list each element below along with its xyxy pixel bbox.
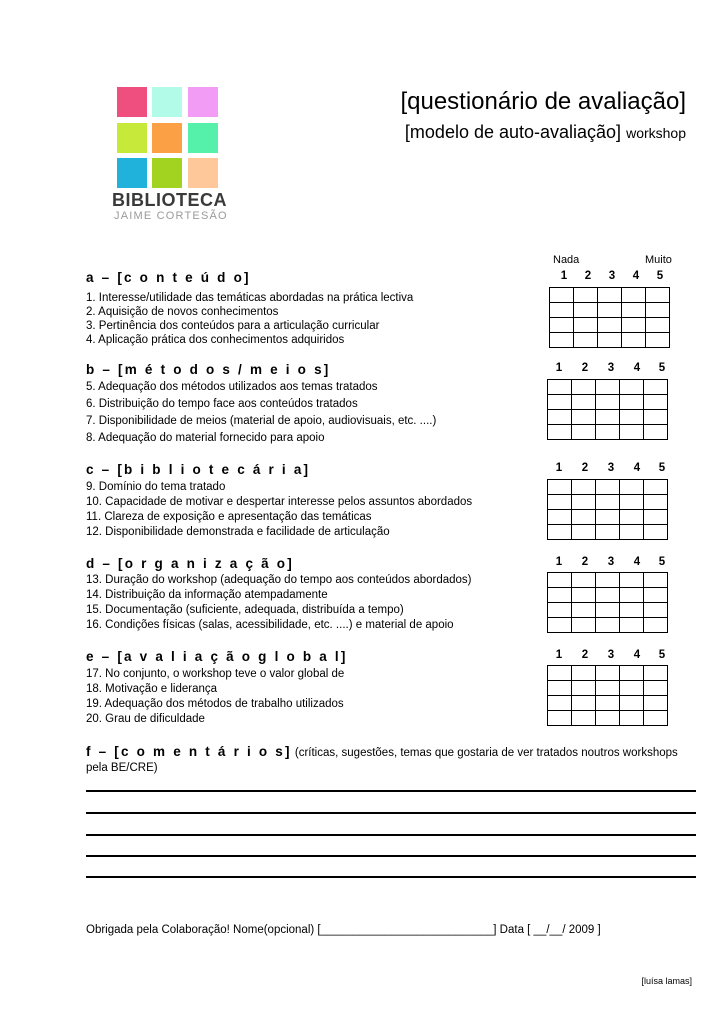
- question-item: 16. Condições físicas (salas, acessibilidade, etc. ....) e material de apoio: [86, 619, 454, 631]
- rating-cell[interactable]: [620, 696, 644, 711]
- section-heading: e – [a v a l i a ç ã o g l o b a l]: [86, 649, 348, 664]
- rating-row: [550, 288, 670, 303]
- rating-cell[interactable]: [644, 380, 668, 395]
- rating-cell[interactable]: [620, 711, 644, 726]
- rating-row: [548, 525, 668, 540]
- rating-cell[interactable]: [572, 380, 596, 395]
- rating-grid: [549, 287, 670, 348]
- rating-cell[interactable]: [620, 510, 644, 525]
- rating-cell[interactable]: [548, 525, 572, 540]
- rating-grid: [547, 479, 668, 540]
- logo-square: [152, 158, 182, 188]
- rating-cell[interactable]: [644, 395, 668, 410]
- logo-square: [188, 123, 218, 153]
- scale-high-label: Muito: [645, 254, 672, 266]
- rating-cell[interactable]: [644, 588, 668, 603]
- rating-cell[interactable]: [574, 288, 598, 303]
- rating-cell[interactable]: [620, 495, 644, 510]
- rating-cell[interactable]: [620, 588, 644, 603]
- scale-low-label: Nada: [553, 254, 580, 266]
- rating-cell[interactable]: [596, 480, 620, 495]
- rating-cell[interactable]: [644, 681, 668, 696]
- logo-square: [117, 158, 147, 188]
- rating-cell[interactable]: [620, 681, 644, 696]
- footer-signature: Obrigada pela Colaboração! Nome(opcional) [___________________________] Data [ __/__/ 2009 ]: [86, 924, 601, 936]
- scale-number: 5: [658, 362, 666, 374]
- comments-instructions: (críticas, sugestões, temas que gostaria de ver tratados noutros workshops pela BE/CRE): [86, 747, 678, 774]
- question-item: 10. Capacidade de motivar e despertar interesse pelos assuntos abordados: [86, 496, 473, 508]
- rating-cell[interactable]: [572, 495, 596, 510]
- rating-cell[interactable]: [646, 333, 670, 348]
- rating-cell[interactable]: [644, 480, 668, 495]
- comment-line[interactable]: [86, 790, 696, 792]
- author-credit: [luísa lamas]: [641, 976, 692, 986]
- rating-cell[interactable]: [548, 618, 572, 633]
- rating-cell[interactable]: [596, 395, 620, 410]
- scale-number: 3: [607, 556, 615, 568]
- rating-cell[interactable]: [550, 303, 574, 318]
- rating-row: [548, 696, 668, 711]
- rating-cell[interactable]: [646, 288, 670, 303]
- rating-cell[interactable]: [644, 525, 668, 540]
- rating-cell[interactable]: [596, 603, 620, 618]
- scale-number: 3: [607, 462, 615, 474]
- rating-row: [548, 380, 668, 395]
- rating-cell[interactable]: [620, 480, 644, 495]
- rating-cell[interactable]: [572, 510, 596, 525]
- rating-cell[interactable]: [620, 573, 644, 588]
- rating-row: [548, 573, 668, 588]
- scale-number: 5: [658, 556, 666, 568]
- rating-row: [548, 618, 668, 633]
- page-subtitle: [405, 122, 686, 143]
- scale-number: 4: [633, 649, 641, 661]
- rating-cell[interactable]: [598, 333, 622, 348]
- rating-cell[interactable]: [620, 410, 644, 425]
- scale-number: 1: [555, 462, 563, 474]
- rating-row: [548, 603, 668, 618]
- question-item: 19. Adequação dos métodos de trabalho utilizados: [86, 698, 344, 710]
- rating-row: [548, 681, 668, 696]
- logo-square: [152, 123, 182, 153]
- logo-square: [188, 87, 218, 117]
- rating-cell[interactable]: [572, 525, 596, 540]
- question-item: 3. Pertinência dos conteúdos para a articulação curricular: [86, 320, 380, 332]
- rating-cell[interactable]: [598, 318, 622, 333]
- rating-cell[interactable]: [548, 696, 572, 711]
- rating-cell[interactable]: [572, 603, 596, 618]
- rating-cell[interactable]: [596, 711, 620, 726]
- comment-line[interactable]: [86, 876, 696, 878]
- rating-cell[interactable]: [622, 288, 646, 303]
- subtitle-small: workshop: [626, 125, 686, 141]
- rating-cell[interactable]: [644, 666, 668, 681]
- rating-cell[interactable]: [548, 410, 572, 425]
- rating-cell[interactable]: [644, 603, 668, 618]
- rating-row: [548, 425, 668, 440]
- rating-cell[interactable]: [572, 410, 596, 425]
- rating-row: [548, 495, 668, 510]
- rating-row: [548, 480, 668, 495]
- section-heading: f – [c o m e n t á r i o s]: [86, 744, 292, 759]
- comments-section: [86, 744, 698, 776]
- rating-cell[interactable]: [572, 618, 596, 633]
- rating-row: [548, 666, 668, 681]
- comment-line[interactable]: [86, 834, 696, 836]
- question-item: 13. Duração do workshop (adequação do tempo aos conteúdos abordados): [86, 574, 472, 586]
- question-item: 18. Motivação e liderança: [86, 683, 218, 695]
- scale-number: 4: [633, 556, 641, 568]
- rating-cell[interactable]: [548, 666, 572, 681]
- section-heading: d – [o r g a n i z a ç ã o]: [86, 556, 294, 571]
- scale-number: 2: [581, 462, 589, 474]
- rating-cell[interactable]: [572, 425, 596, 440]
- rating-cell[interactable]: [620, 380, 644, 395]
- rating-cell[interactable]: [596, 618, 620, 633]
- rating-cell[interactable]: [596, 510, 620, 525]
- rating-cell[interactable]: [598, 288, 622, 303]
- rating-cell[interactable]: [596, 696, 620, 711]
- question-item: 15. Documentação (suficiente, adequada, distribuída a tempo): [86, 604, 404, 616]
- rating-cell[interactable]: [548, 510, 572, 525]
- rating-cell[interactable]: [572, 395, 596, 410]
- scale-number: 5: [656, 270, 664, 282]
- rating-cell[interactable]: [596, 525, 620, 540]
- rating-cell[interactable]: [622, 318, 646, 333]
- rating-cell[interactable]: [574, 333, 598, 348]
- question-item: 7. Disponibilidade de meios (material de apoio, audiovisuais, etc. ....): [86, 415, 437, 427]
- rating-cell[interactable]: [644, 573, 668, 588]
- rating-row: [548, 410, 668, 425]
- rating-cell[interactable]: [574, 303, 598, 318]
- rating-grid: [547, 572, 668, 633]
- section-heading: a – [c o n t e ú d o]: [86, 270, 251, 285]
- scale-number: 4: [632, 270, 640, 282]
- rating-cell[interactable]: [620, 603, 644, 618]
- rating-cell[interactable]: [644, 425, 668, 440]
- scale-number: 2: [584, 270, 592, 282]
- rating-cell[interactable]: [620, 395, 644, 410]
- question-item: 11. Clareza de exposição e apresentação das temáticas: [86, 511, 372, 523]
- rating-cell[interactable]: [596, 380, 620, 395]
- page-title: [questionário de avaliação]: [400, 88, 686, 115]
- rating-cell[interactable]: [548, 480, 572, 495]
- rating-cell[interactable]: [644, 618, 668, 633]
- rating-cell[interactable]: [596, 681, 620, 696]
- rating-grid: [547, 379, 668, 440]
- scale-number: 1: [555, 362, 563, 374]
- rating-cell[interactable]: [548, 603, 572, 618]
- rating-row: [548, 395, 668, 410]
- question-item: 14. Distribuição da informação atempadamente: [86, 589, 328, 601]
- rating-cell[interactable]: [572, 666, 596, 681]
- scale-number: 2: [581, 556, 589, 568]
- rating-cell[interactable]: [550, 333, 574, 348]
- rating-cell[interactable]: [572, 588, 596, 603]
- rating-cell[interactable]: [548, 681, 572, 696]
- rating-cell[interactable]: [598, 303, 622, 318]
- rating-cell[interactable]: [622, 333, 646, 348]
- rating-cell[interactable]: [572, 696, 596, 711]
- rating-cell[interactable]: [644, 495, 668, 510]
- comment-line[interactable]: [86, 855, 696, 857]
- rating-cell[interactable]: [620, 525, 644, 540]
- rating-row: [550, 333, 670, 348]
- rating-cell[interactable]: [550, 288, 574, 303]
- rating-row: [550, 303, 670, 318]
- rating-cell[interactable]: [644, 410, 668, 425]
- logo-square: [117, 87, 147, 117]
- logo-square: [117, 123, 147, 153]
- scale-number: 3: [607, 649, 615, 661]
- scale-number: 3: [608, 270, 616, 282]
- rating-cell[interactable]: [646, 303, 670, 318]
- rating-cell[interactable]: [572, 681, 596, 696]
- rating-cell[interactable]: [548, 380, 572, 395]
- rating-cell[interactable]: [596, 666, 620, 681]
- rating-cell[interactable]: [620, 666, 644, 681]
- scale-number: 3: [607, 362, 615, 374]
- scale-number: 2: [581, 362, 589, 374]
- logo-name: BIBLIOTECA: [112, 190, 227, 210]
- rating-cell[interactable]: [596, 588, 620, 603]
- rating-cell[interactable]: [572, 480, 596, 495]
- scale-number: 2: [581, 649, 589, 661]
- logo-square: [188, 158, 218, 188]
- rating-row: [548, 588, 668, 603]
- scale-number: 4: [633, 462, 641, 474]
- question-item: 4. Aplicação prática dos conhecimentos adquiridos: [86, 334, 345, 346]
- question-item: 2. Aquisição de novos conhecimentos: [86, 306, 279, 318]
- section-heading: c – [b i b l i o t e c á r i a]: [86, 462, 311, 477]
- rating-row: [548, 510, 668, 525]
- question-item: 1. Interesse/utilidade das temáticas abordadas na prática lectiva: [86, 292, 414, 304]
- scale-number: 4: [633, 362, 641, 374]
- question-item: 17. No conjunto, o workshop teve o valor global de: [86, 668, 345, 680]
- scale-number: 5: [658, 462, 666, 474]
- question-item: 20. Grau de dificuldade: [86, 713, 205, 725]
- rating-cell[interactable]: [596, 573, 620, 588]
- logo-square: [152, 87, 182, 117]
- question-item: 6. Distribuição do tempo face aos conteúdos tratados: [86, 398, 358, 410]
- rating-cell[interactable]: [644, 510, 668, 525]
- rating-cell[interactable]: [574, 318, 598, 333]
- question-item: 9. Domínio do tema tratado: [86, 481, 226, 493]
- rating-row: [548, 711, 668, 726]
- rating-cell[interactable]: [596, 410, 620, 425]
- scale-number: 5: [658, 649, 666, 661]
- question-item: 8. Adequação do material fornecido para apoio: [86, 432, 325, 444]
- rating-cell[interactable]: [596, 425, 620, 440]
- rating-cell[interactable]: [548, 495, 572, 510]
- rating-cell[interactable]: [646, 318, 670, 333]
- rating-grid: [547, 665, 668, 726]
- question-item: 12. Disponibilidade demonstrada e facilidade de articulação: [86, 526, 390, 538]
- subtitle-main: [modelo de auto-avaliação]: [404, 122, 622, 142]
- rating-cell[interactable]: [620, 425, 644, 440]
- question-item: 5. Adequação dos métodos utilizados aos temas tratados: [86, 381, 378, 393]
- scale-number: 1: [555, 556, 563, 568]
- rating-cell[interactable]: [620, 618, 644, 633]
- comment-line[interactable]: [86, 812, 696, 814]
- section-heading: b – [m é t o d o s / m e i o s]: [86, 362, 331, 377]
- rating-cell[interactable]: [548, 711, 572, 726]
- rating-cell[interactable]: [644, 696, 668, 711]
- rating-cell[interactable]: [572, 711, 596, 726]
- scale-number: 1: [555, 649, 563, 661]
- rating-row: [550, 318, 670, 333]
- rating-cell[interactable]: [622, 303, 646, 318]
- rating-cell[interactable]: [550, 318, 574, 333]
- rating-cell[interactable]: [548, 425, 572, 440]
- rating-cell[interactable]: [548, 573, 572, 588]
- logo-subtitle: JAIME CORTESÃO: [114, 210, 228, 222]
- rating-cell[interactable]: [644, 711, 668, 726]
- rating-cell[interactable]: [596, 495, 620, 510]
- rating-cell[interactable]: [572, 573, 596, 588]
- scale-number: 1: [560, 270, 568, 282]
- rating-cell[interactable]: [548, 588, 572, 603]
- rating-cell[interactable]: [548, 395, 572, 410]
